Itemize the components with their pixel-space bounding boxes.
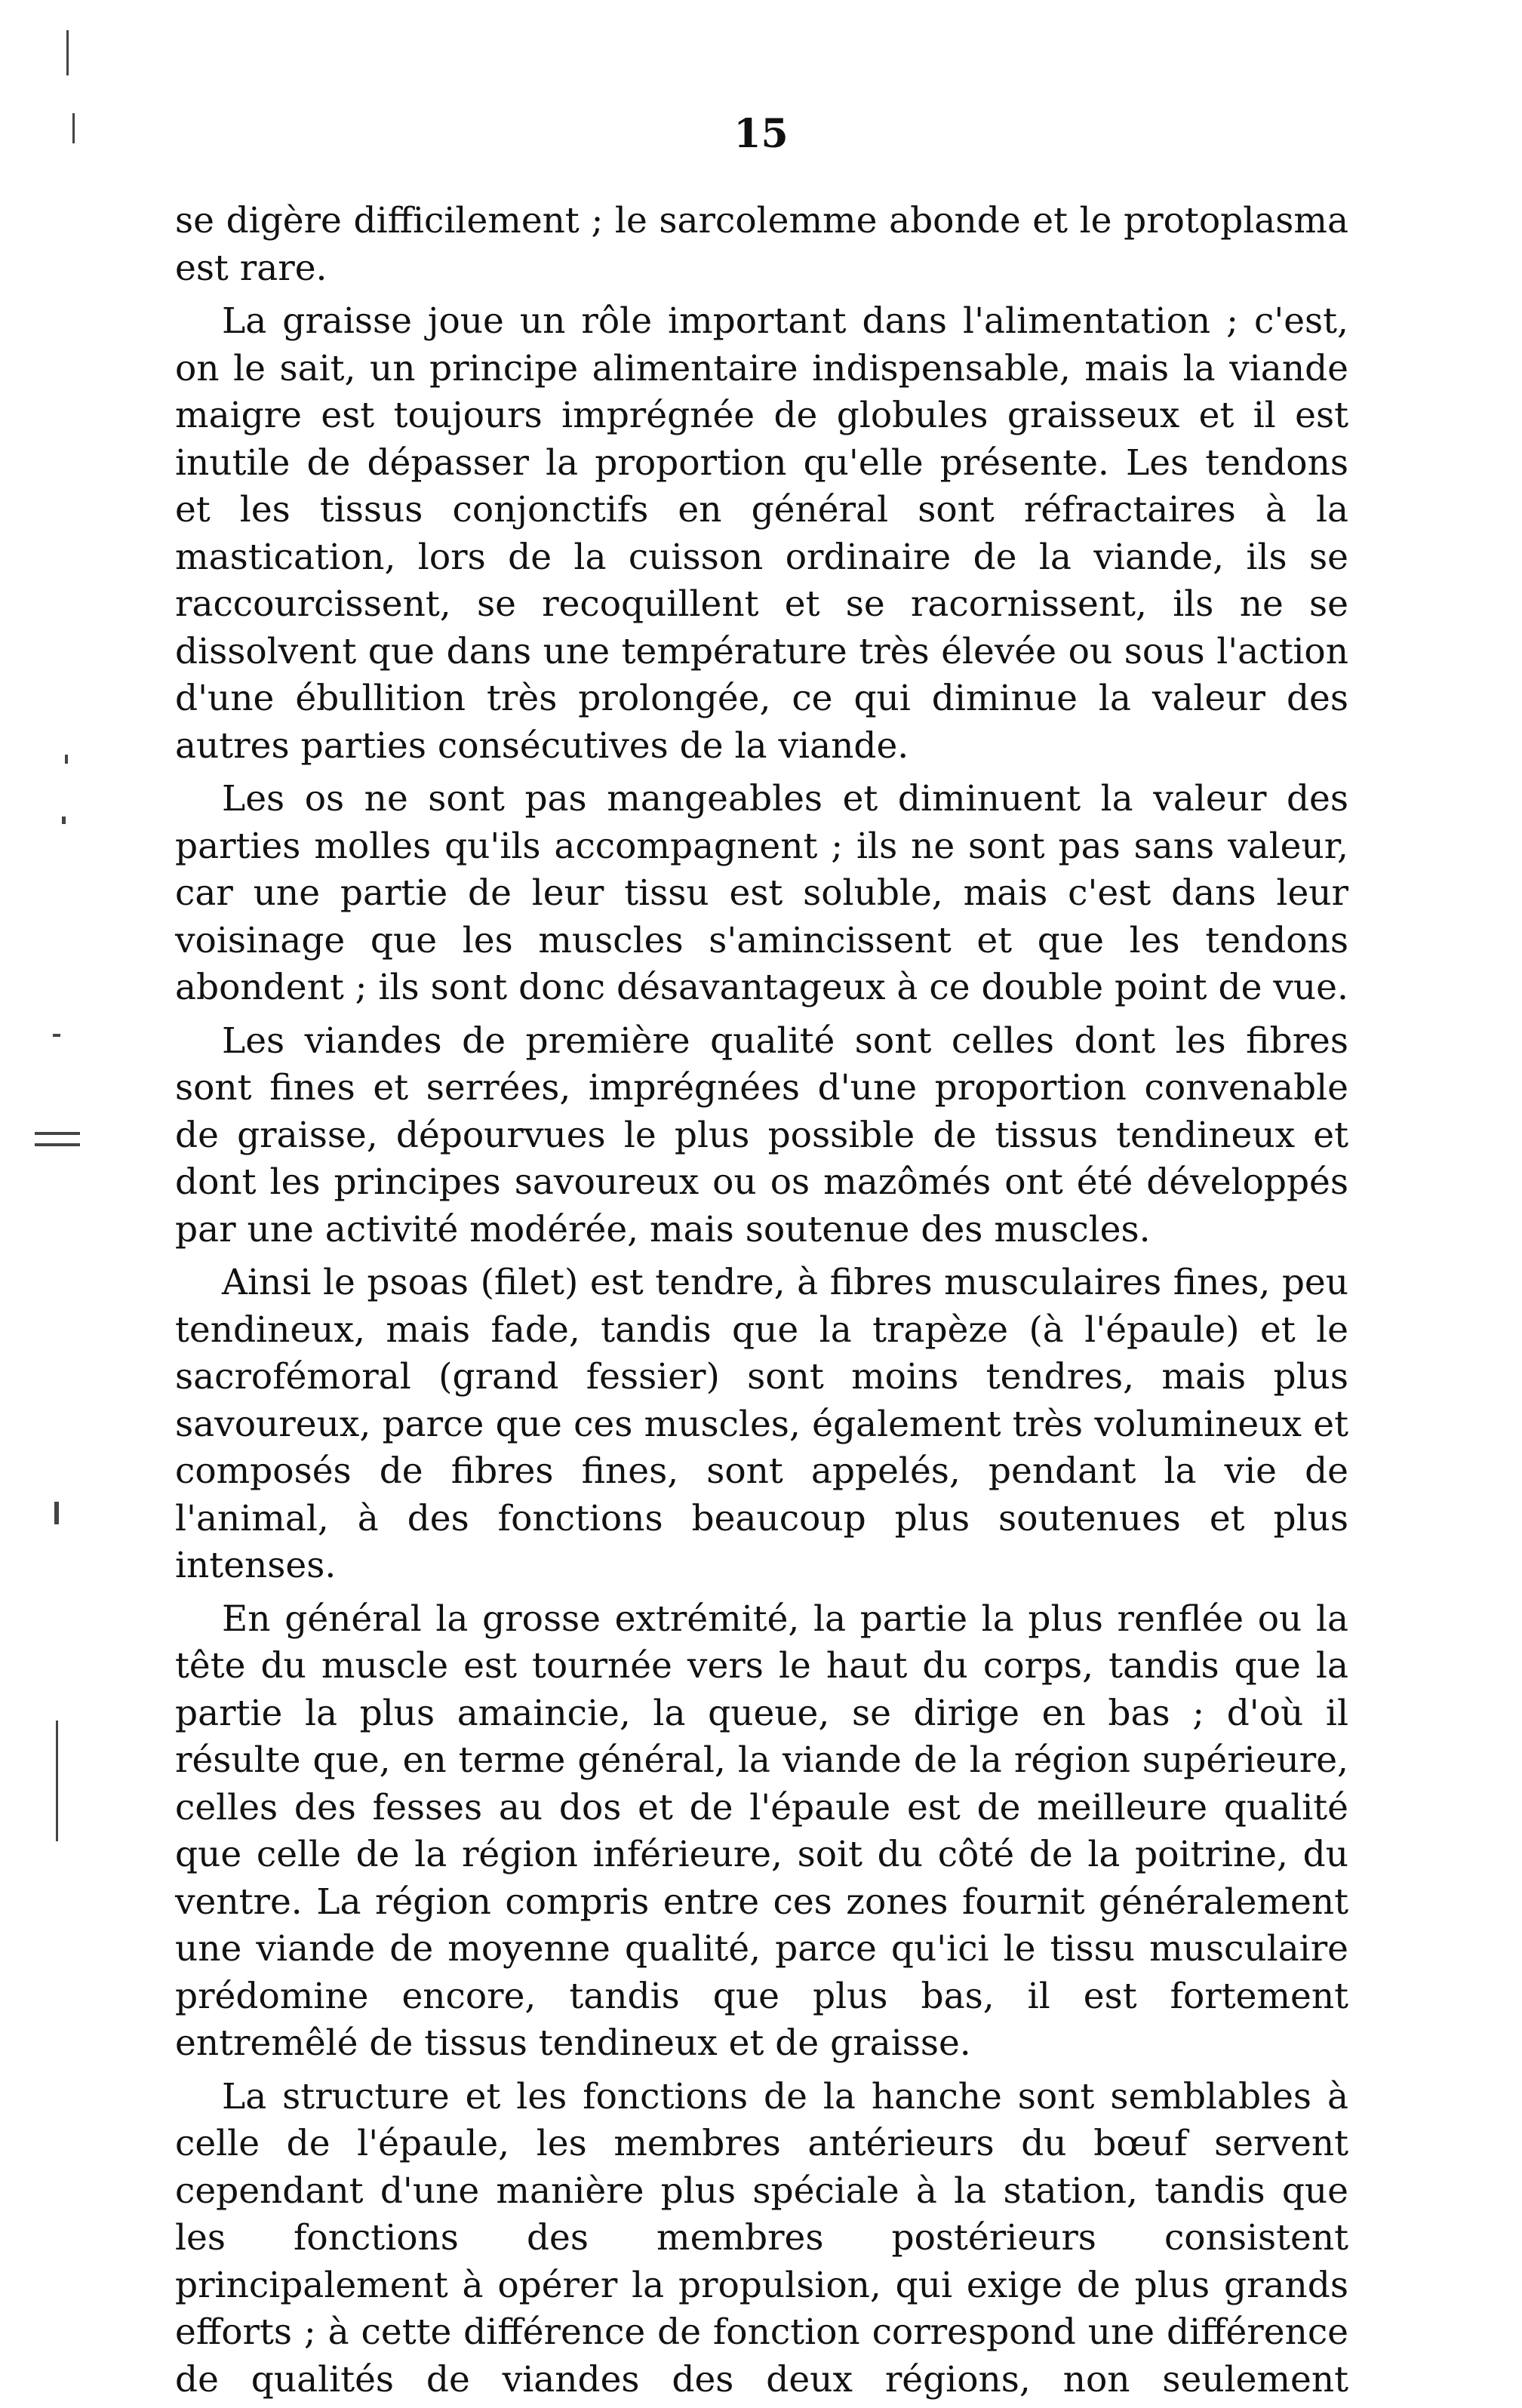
margin-scan-marks (0, 0, 91, 2408)
paragraph-7: La structure et les fonctions de la hanche sont semblables à celle de l'épaule, les membres antérieurs du bœuf servent cependant d'une manière plus spéciale à la station, tandis que les fonctions des membres postérieurs consistent principalement à opérer la propulsion, qui exige de plus grands efforts ; à cette différence de fonction correspond une différence de qualités de viandes des deux régions, non seulement (175, 2075, 1348, 2400)
body-text (175, 198, 1348, 2403)
page-number: 15 (733, 111, 789, 157)
paragraph-2: La graisse joue un rôle important dans l'alimentation ; c'est, on le sait, un principe alimentaire indispensable, mais la viande maigre est toujours imprégnée de globules graisseux et il est inutile de dépasser la proportion qu'elle présente. Les tendons et les tissus conjonctifs en général sont réfractaires à la mastication, lors de la cuisson ordinaire de la viande, ils se raccourcissent, se recoquillent et se racornissent, ils ne se dissolvent que dans une température très élevée ou sous l'action d'une ébullition très prolongée, ce qui diminue la valeur des autres parties consécutives de la viande. (175, 300, 1348, 767)
paragraph-4: Les viandes de première qualité sont celles dont les fibres sont fines et serrées, imprégnées d'une proportion convenable de graisse, dépourvues le plus possible de tissus tendineux et dont les principes savoureux ou os mazômés ont été développés par une activité modérée, mais soutenue des muscles. (175, 1019, 1348, 1250)
paragraph-6: En général la grosse extrémité, la partie la plus renflée ou la tête du muscle est tournée vers le haut du corps, tandis que la partie la plus amaincie, la queue, se dirige en bas ; d'où il résulte que, en terme général, la viande de la région supérieure, celles des fesses au dos et de l'épaule est de meilleure qualité que celle de la région inférieure, soit du côté de la poitrine, du ventre. La région compris entre ces zones fournit généralement une viande de moyenne qualité, parce qu'ici le tissu musculaire prédomine encore, tandis que plus bas, il est fortement entremêlé de tissus tendineux et de graisse. (175, 1598, 1348, 2064)
paragraph-1: se digère difficilement ; le sarcolemme abonde et le protoplasma est rare. (175, 200, 1348, 289)
paragraph-3: Les os ne sont pas mangeables et diminuent la valeur des parties molles qu'ils accompagnent ; ils ne sont pas sans valeur, car une partie de leur tissu est soluble, mais c'est dans leur voisinage que les muscles s'amincissent et que les tendons abondent ; ils sont donc désavantageux à ce double point de vue. (175, 778, 1348, 1008)
paragraph-5: Ainsi le psoas (filet) est tendre, à fibres musculaires fines, peu tendineux, mais fade, tandis que la trapèze (à l'épaule) et le sacrofémoral (grand fessier) sont moins tendres, mais plus savoureux, parce que ces muscles, également très volumineux et composés de fibres fines, sont appelés, pendant la vie de l'animal, à des fonctions beaucoup plus soutenues et plus intenses. (175, 1262, 1348, 1586)
